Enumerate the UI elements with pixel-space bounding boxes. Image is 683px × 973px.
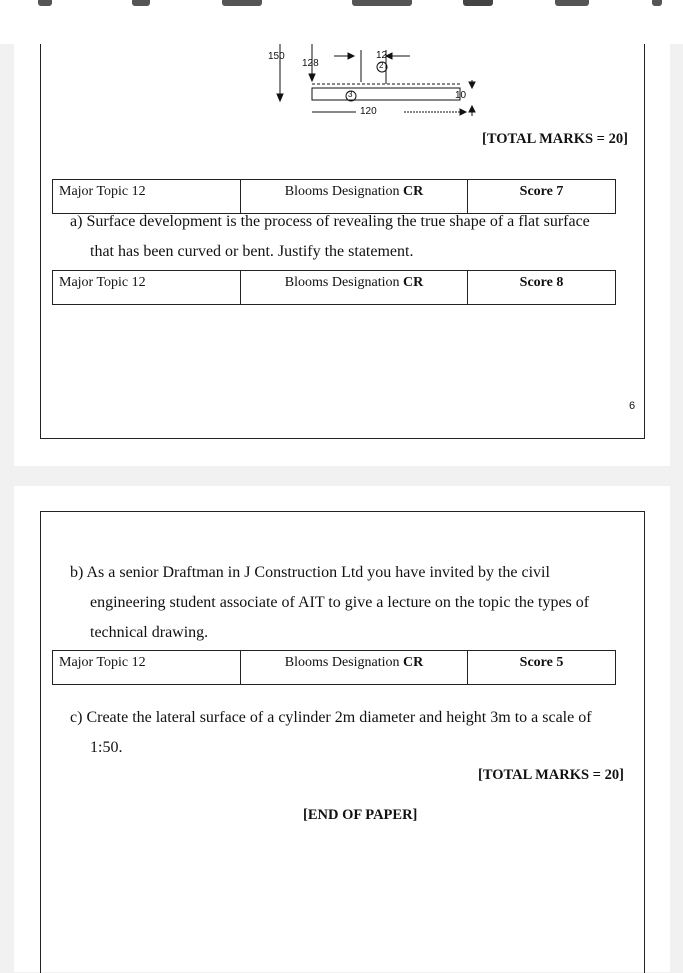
dimension-label: 120 — [360, 106, 377, 117]
table-row — [53, 651, 616, 685]
dimension-label: 128 — [302, 58, 319, 69]
topic-cell: Major Topic 12 — [53, 651, 241, 685]
question-prefix: a) — [70, 213, 83, 230]
total-marks: [TOTAL MARKS = 20] — [478, 767, 624, 783]
blooms-label: Blooms Designation — [284, 275, 400, 290]
blooms-code: CR — [403, 655, 424, 670]
question-text: technical drawing. — [90, 624, 209, 641]
part-label: 3 — [348, 90, 353, 99]
document-page — [14, 486, 670, 972]
toolbar-icon-stub[interactable] — [463, 0, 493, 6]
document-page — [14, 44, 670, 466]
part-label: 2 — [379, 61, 384, 70]
question-text: Surface development is the process of revealing the true shape of a flat surface — [86, 213, 590, 230]
total-marks: [TOTAL MARKS = 20] — [482, 131, 628, 147]
end-of-paper: [END OF PAPER] — [303, 807, 418, 823]
toolbar-icon-stub[interactable] — [555, 0, 589, 6]
arrow-head — [277, 94, 283, 101]
score-cell: Score 8 — [468, 271, 616, 305]
arrow-head — [460, 109, 466, 115]
blooms-cell — [241, 651, 468, 685]
score-cell: Score 7 — [468, 180, 616, 214]
blooms-code: CR — [403, 275, 424, 290]
question-b — [70, 558, 650, 648]
toolbar-icon-stub[interactable] — [38, 0, 52, 6]
score-cell: Score 5 — [468, 651, 616, 685]
toolbar-icon-stub[interactable] — [132, 0, 150, 6]
question-text: As a senior Draftman in J Construction Ltd you have invited by the civil — [86, 564, 550, 581]
arrow-head — [348, 53, 354, 59]
dimension-label: 150 — [268, 51, 285, 62]
topic-cell: Major Topic 12 — [53, 271, 241, 305]
toolbar-icon-stub[interactable] — [352, 0, 412, 6]
question-text: 1:50. — [90, 739, 123, 756]
toolbar-icon-stub[interactable] — [652, 0, 662, 6]
table-row — [53, 271, 616, 305]
base-rect — [312, 88, 460, 100]
dimension-label: 10 — [455, 90, 467, 101]
question-a — [70, 207, 650, 267]
arrow-head — [309, 74, 315, 81]
blooms-label: Blooms Designation — [284, 184, 400, 199]
question-text: engineering student associate of AIT to give a lecture on the topic the types of — [90, 594, 590, 611]
blooms-cell — [241, 271, 468, 305]
marking-table — [52, 270, 616, 305]
blooms-code: CR — [403, 184, 424, 199]
blooms-label: Blooms Designation — [284, 655, 400, 670]
marking-table — [52, 650, 616, 685]
toolbar-icon-stub[interactable] — [222, 0, 262, 6]
arrow-head — [469, 82, 475, 88]
question-text: Create the lateral surface of a cylinder 2m diameter and height 3m to a scale of — [86, 709, 592, 726]
question-prefix: b) — [70, 564, 84, 581]
question-prefix: c) — [70, 709, 83, 726]
page-number: 6 — [629, 400, 636, 412]
question-c — [70, 703, 650, 763]
viewer-toolbar — [0, 0, 683, 44]
arrow-head — [469, 106, 475, 112]
topic-cell: Major Topic 12 — [53, 180, 241, 214]
dimension-label: 12 — [376, 50, 388, 61]
question-text: that has been curved or bent. Justify the statement. — [90, 243, 414, 260]
